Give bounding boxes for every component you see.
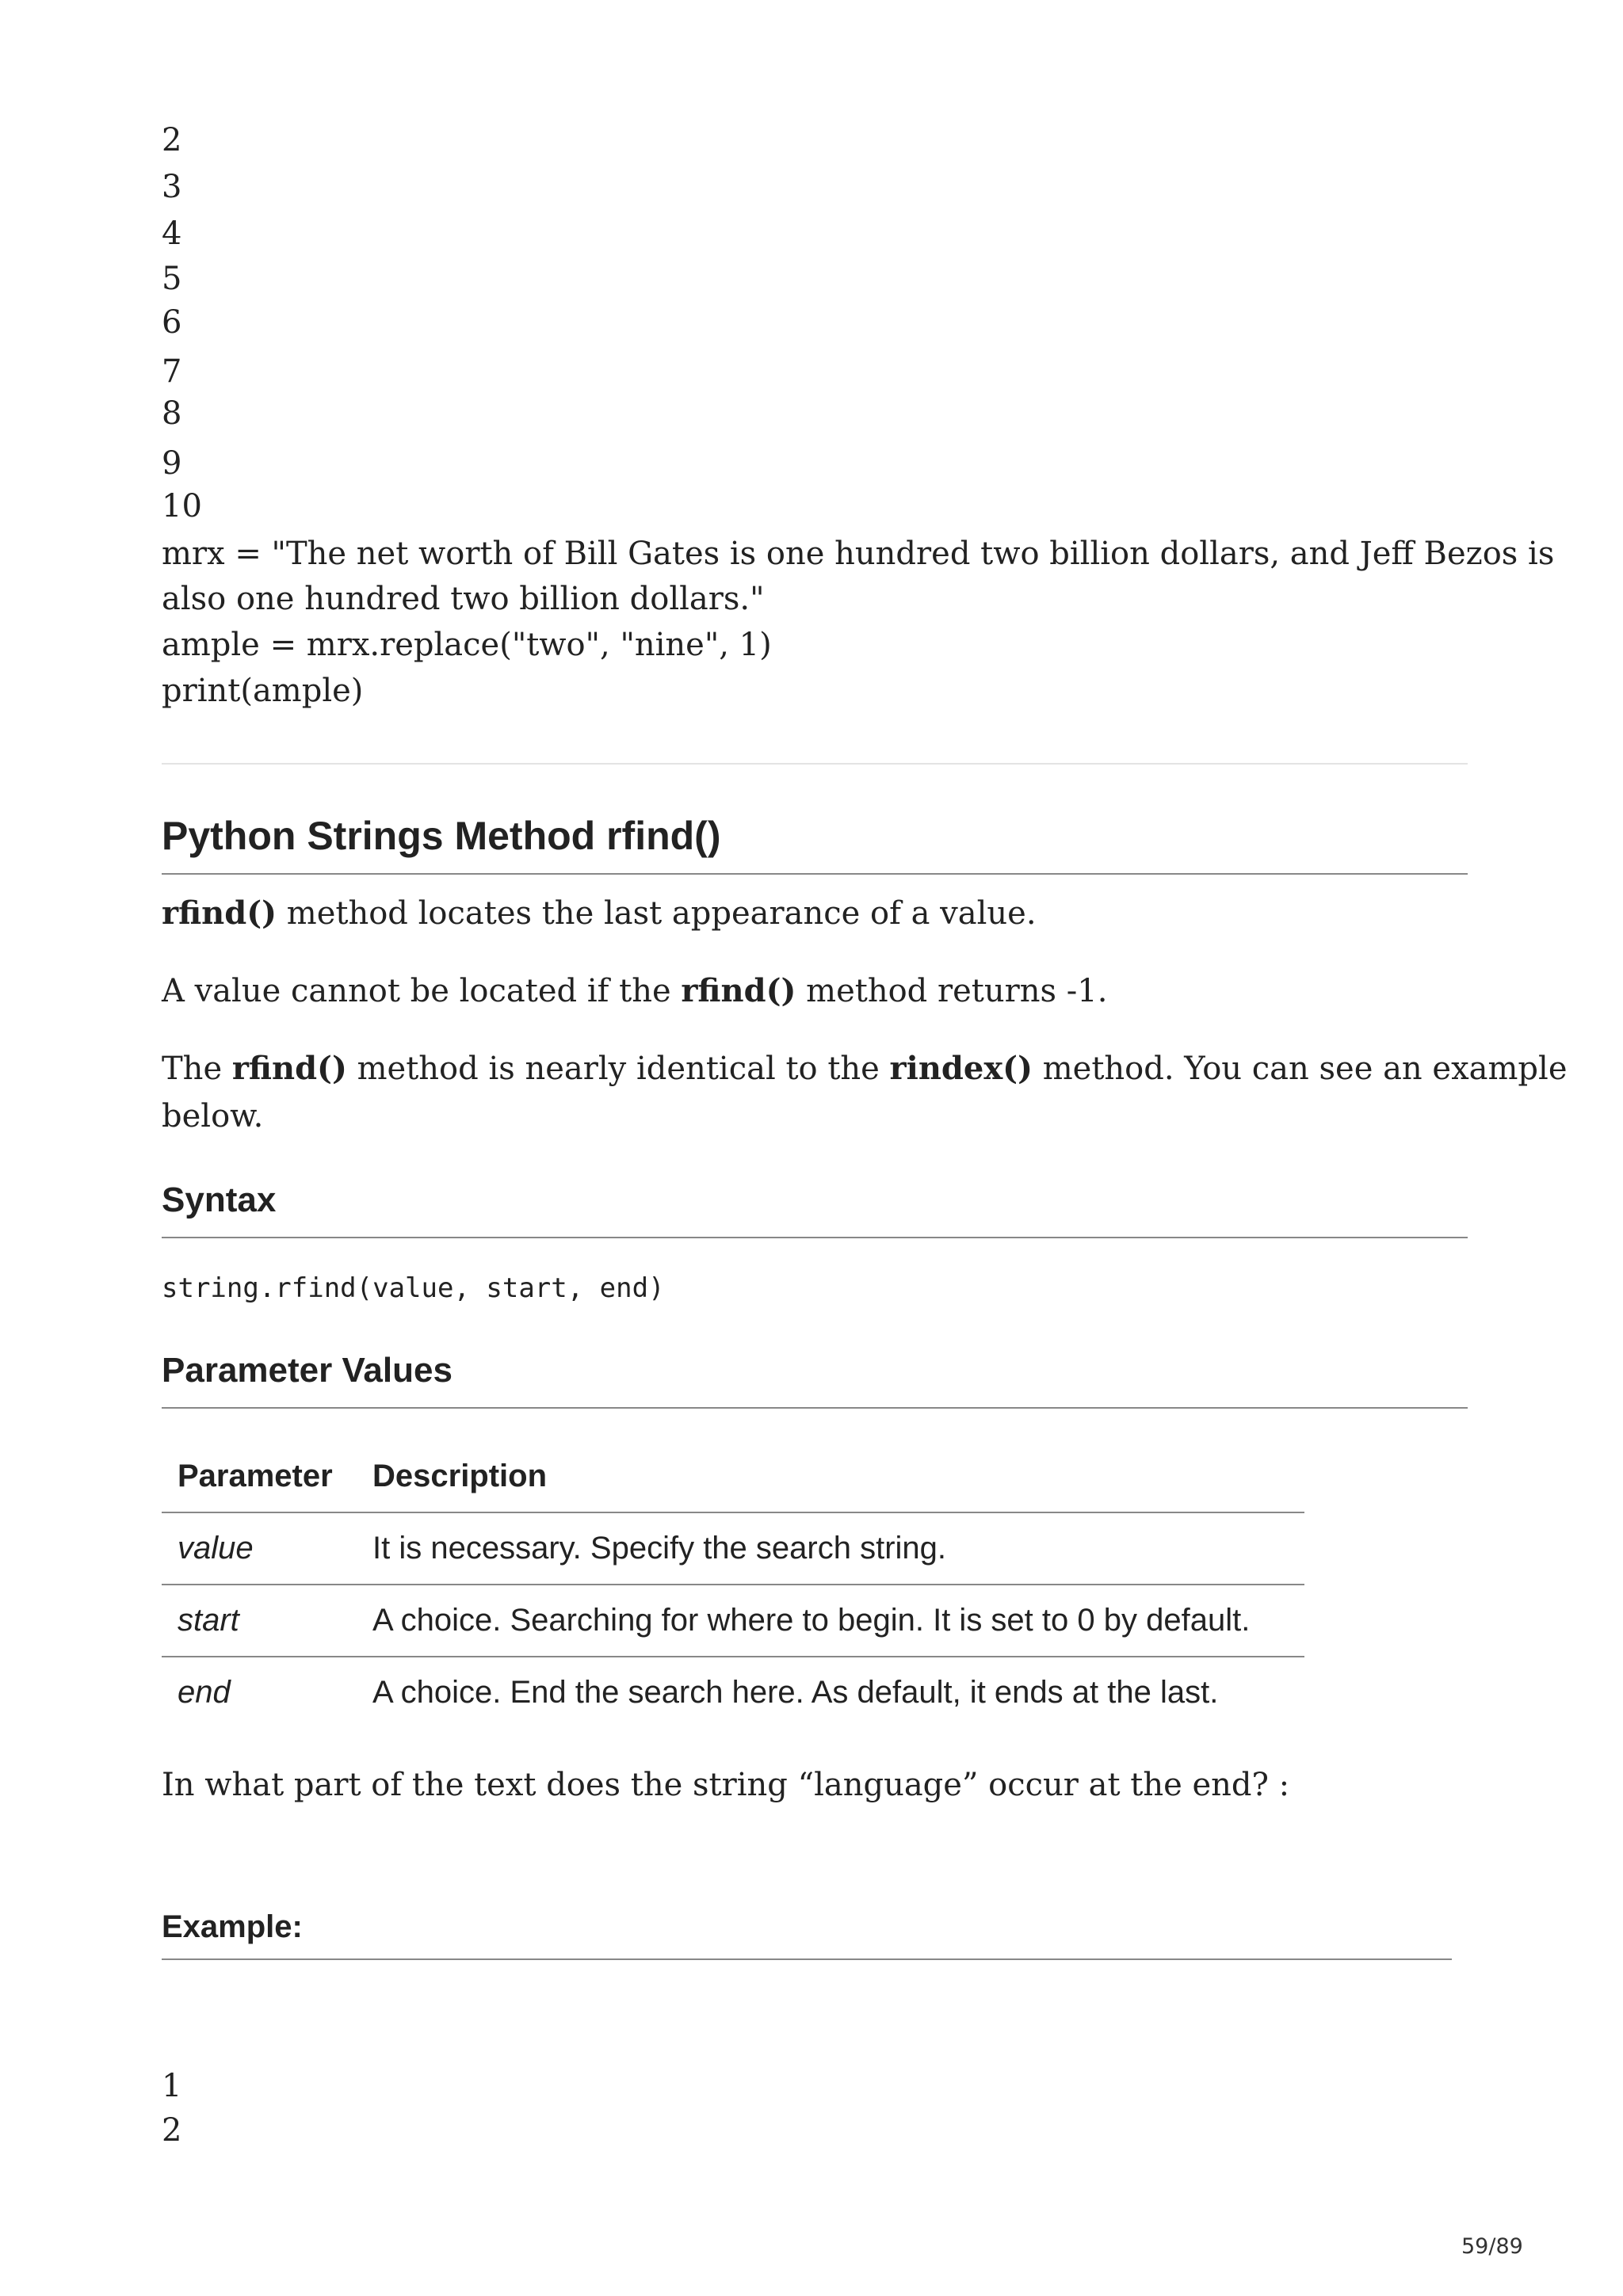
code-line-number: 7	[162, 353, 182, 390]
paragraph-return-value	[162, 968, 1469, 1014]
parameter-name: end	[178, 1675, 231, 1710]
code-line-number: 10	[162, 488, 202, 524]
method-name: rfind()	[681, 972, 796, 1009]
code-line-number: 2	[162, 122, 182, 158]
code-line-number: 9	[162, 445, 182, 482]
code-line: ample = mrx.replace("two", "nine", 1)	[162, 627, 772, 663]
code-line-number: 2	[162, 2112, 182, 2149]
syntax-code: string.rfind(value, start, end)	[162, 1272, 665, 1304]
title-underline	[162, 873, 1468, 875]
code-line-number: 4	[162, 215, 182, 252]
paragraph-text: method locates the last appearance of a value.	[277, 895, 1037, 932]
code-line-number: 6	[162, 304, 182, 341]
page-number: 59/89	[1461, 2234, 1523, 2259]
parameter-description: A choice. End the search here. As default, it ends at the last.	[372, 1675, 1219, 1710]
code-line-number: 3	[162, 169, 182, 205]
paragraph-intro	[162, 891, 1469, 936]
method-name: rfind()	[231, 1050, 347, 1087]
paragraph-comparison	[162, 1046, 1568, 1092]
paragraph-text: The	[162, 1051, 232, 1087]
heading-underline	[162, 1407, 1468, 1409]
code-line: print(ample)	[162, 673, 364, 709]
parameter-description: It is necessary. Specify the search string.	[357, 1512, 1304, 1585]
example-heading: Example:	[162, 1909, 303, 1944]
code-line: also one hundred two billion dollars."	[162, 581, 765, 617]
code-line-number: 5	[162, 261, 182, 297]
table-header-row	[162, 1440, 1304, 1512]
code-line-number: 1	[162, 2068, 182, 2104]
table-row	[162, 1657, 1304, 1728]
section-title: Python Strings Method rfind()	[162, 814, 721, 858]
heading-underline	[162, 1237, 1468, 1238]
column-header: Parameter	[162, 1440, 357, 1512]
parameter-name: start	[162, 1585, 357, 1657]
column-header: Description	[357, 1440, 1304, 1512]
paragraph-text: method returns -1.	[796, 973, 1108, 1009]
paragraph-text: method is nearly identical to the	[346, 1051, 890, 1087]
section-divider	[162, 763, 1468, 765]
question-text: In what part of the text does the string “language” occur at the end? :	[162, 1767, 1290, 1803]
method-name: rindex()	[889, 1050, 1033, 1087]
parameter-description: A choice. Searching for where to begin. It is set to 0 by default.	[357, 1585, 1304, 1657]
parameter-name: value	[162, 1512, 357, 1585]
code-line-number: 8	[162, 395, 182, 432]
paragraph-text: A value cannot be located if the	[162, 973, 682, 1009]
syntax-heading: Syntax	[162, 1180, 277, 1219]
parameters-heading: Parameter Values	[162, 1351, 453, 1390]
paragraph-text: method. You can see an example	[1033, 1051, 1568, 1087]
table-row	[162, 1585, 1304, 1657]
parameters-table	[162, 1440, 1304, 1728]
code-line: mrx = "The net worth of Bill Gates is one hundred two billion dollars, and Jeff Bezos is	[162, 536, 1555, 572]
method-name: rfind()	[162, 894, 277, 932]
table-row	[162, 1512, 1304, 1585]
heading-underline	[162, 1958, 1452, 1960]
paragraph-text: below.	[162, 1098, 264, 1135]
